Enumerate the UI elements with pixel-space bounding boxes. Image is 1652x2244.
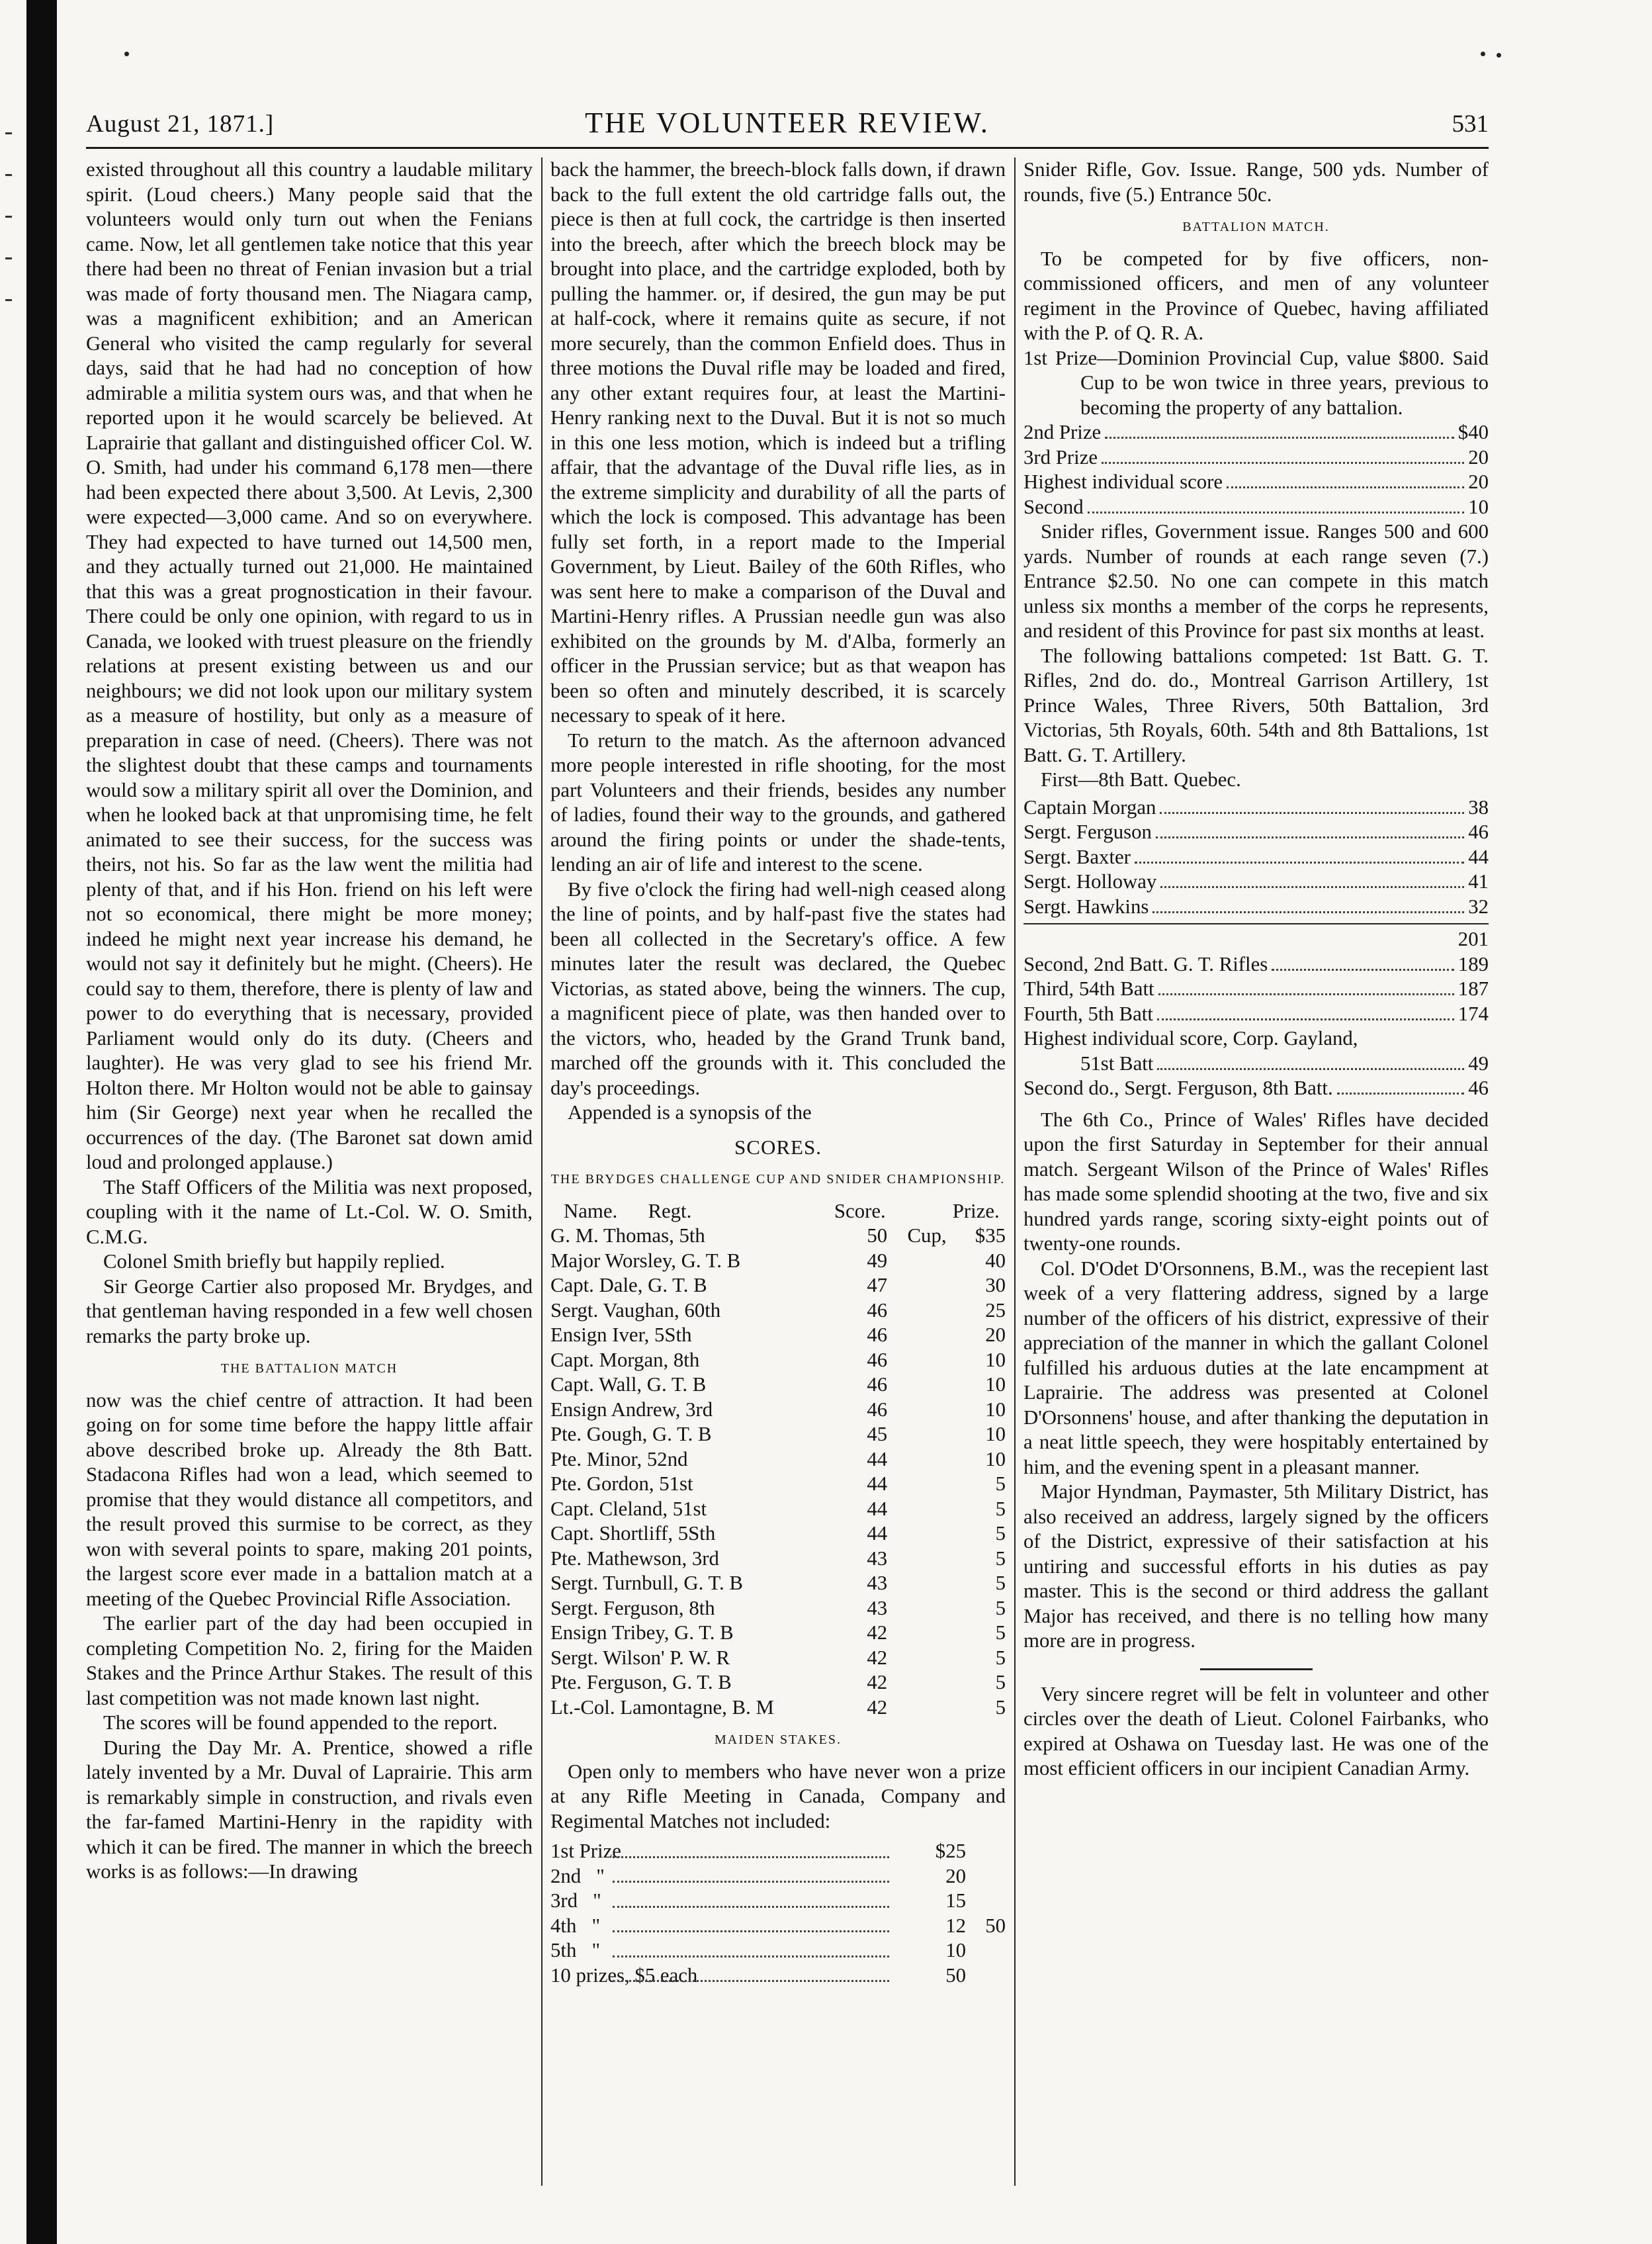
prize-value: 15 (945, 1889, 966, 1912)
list-item (1023, 470, 1489, 495)
prize-total (966, 1889, 1006, 1914)
item-value: 46 (1468, 821, 1489, 843)
score-cell-name: Sergt. Turnbull, G. T. B (550, 1572, 743, 1594)
score-cell-name: Pte. Ferguson, G. T. B (550, 1671, 732, 1693)
list-item (1023, 820, 1489, 845)
score-cell-prize (887, 1571, 946, 1596)
publication-title: THE VOLUNTEER REVIEW. (585, 107, 990, 139)
list-item (1023, 895, 1489, 920)
score-cell-name: Ensign Tribey, G. T. B (550, 1621, 734, 1644)
score-cell-prize (887, 1521, 946, 1547)
dot-leader (613, 1839, 889, 1858)
column-middle (550, 157, 1006, 2189)
page-binding-edge (26, 0, 57, 2244)
table-row (550, 1298, 1006, 1324)
list-item (1023, 952, 1489, 977)
score-cell-name: Ensign Iver, 5Sth (550, 1324, 692, 1346)
paragraph: The 6th Co., Prince of Wales' Rifles have decided upon the first Saturday in September for their annual match. Sergeant Wilson of the Prince of Wales' Rifles has made some splendid shooting at the two, five and six hundred yards range, scoring sixty-eight points out of twenty-one rounds. (1023, 1108, 1489, 1255)
prize-value: $25 (935, 1840, 966, 1862)
prize-value: 12 (945, 1914, 966, 1937)
item-label: Fourth, 5th Batt (1023, 1002, 1153, 1025)
score-cell-prize (887, 1348, 946, 1373)
score-cell-name: Capt. Shortliff, 5Sth (550, 1522, 716, 1545)
paragraph: existed throughout all this country a laudable military spirit. (Loud cheers.) Many people said that the volunteers would only turn out when the Fenians came. Now, let all gentlemen take notice that this year there had been no threat of Fenian invasion but a trial was made of forty thousand men. The Niagara camp, was a magnificent exhibition; and an American General who visited the camp regularly for several days, said that he had had no conception of how admirable a militia system ours was, and that when he reported upon it he would scarcely be believed. At Laprairie that gallant and distinguished officer Col. W. O. Smith, had under his command 6,178 men—there had been expected there about 3,500. At Levis, 2,300 were expected—3,000 came. And so on everywhere. They had expected to have turned out 14,500 men, and they actually turned out 21,000. He maintained that this was a great prognostication in their favour. There could be only one opinion, with regard to us in Canada, we looked with truest pleasure on the friendly relations at present existing between us and our neighbours; we did not look upon our military system as a measure of hostility, but only as a measure of preparation in case of need. (Cheers). There was not the slightest doubt that these camps and tournaments would sow a military spirit all over the Dominion, and when he looked back at that unpromising time, he felt animated to see their success, for the success was theirs, not his. So far as the law went the militia had plenty of that, and if his Hon. friend on his left were not so economical, there might be more money; indeed he might next year increase his demand, he would not say it definitely but he might. (Cheers). He could say to them, therefore, there is plenty of law and power to do everything that is necessary, provided Parliament would only do its duty. (Cheers and laughter). He was very glad to see his friend Mr. Holton there. Mr Holton would not be able to gainsay him (Sir George) next year when he recalled the occurrences of the day. (The Baronet sat down amid loud and prolonged applause.) (86, 158, 533, 1173)
issue-date: August 21, 1871.] (86, 111, 275, 138)
score-cell-money: 5 (995, 1671, 1006, 1693)
scores-table (550, 1199, 1006, 1721)
prize-total: 50 (985, 1914, 1006, 1937)
score-cell-score: 46 (867, 1298, 888, 1322)
list-item (1023, 445, 1489, 471)
header-rule (86, 147, 1489, 149)
paragraph: The Staff Officers of the Militia was next proposed, coupling with it the name of Lt.-Col. W. O. Smith, C.M.G. (86, 1175, 533, 1248)
score-cell-money: 5 (995, 1621, 1006, 1644)
table-row (550, 1497, 1006, 1522)
score-cell-name: Capt. Cleland, 51st (550, 1497, 707, 1520)
header-cell: Score. (834, 1199, 886, 1222)
dot-leader (1135, 862, 1464, 864)
prize-label: 2nd " (550, 1864, 605, 1887)
score-cell-name: Pte. Minor, 52nd (550, 1447, 688, 1470)
scores-heading: SCORES. (734, 1135, 822, 1159)
item-value: 20 (1468, 445, 1489, 469)
dot-leader (1105, 437, 1454, 439)
score-cell-prize (887, 1646, 946, 1671)
paragraph: During the Day Mr. A. Prentice, showed a rifle lately invented by a Mr. Duval of Laprairie. This arm is remarkably simple in construction, and rivals even the far-famed Martini-Henry in the rapidity with which it can be fired. The manner in which the breech works is as follows:—In drawing (86, 1736, 533, 1883)
paragraph: To be competed for by five officers, non-commissioned officers, and men of any volunteer regiment in the Province of Quebec, having affiliated with the P. of Q. R. A. (1023, 247, 1489, 344)
dot-leader (1160, 886, 1464, 888)
score-cell-score: 43 (867, 1572, 888, 1594)
score-cell-money: 10 (985, 1447, 1006, 1470)
score-cell-prize (887, 1596, 946, 1621)
item-label: Captain Morgan (1023, 795, 1156, 819)
paragraph: back the hammer, the breech-block falls down, if drawn back to the full extent the old cartridge falls out, the piece is then at full cock, the cartridge is then inserted into the breech, after which the breech block may be brought into place, and the cartridge exploded, both by pulling the hammer. or, if desired, the gun may be put at half-cock, where it remains quite as secure, if not more securely, than the common Enfield does. Thus in three motions the Duval rifle may be loaded and fired, any other extant requires four, at least the Martini-Henry ranking next to the Duval. But it is not so much in this one less motion, which is indeed but a trifling affair, that the advantage of the Duval rifle lies, as in the extreme simplicity and durability of all the parts of which the lock is composed. This advantage has been fully set forth, in a report made to the Imperial Government, by Lieut. Bailey of the 60th Rifles, who was sent here to make a comparison of the Duval and Martini-Henry rifles. A Prussian needle gun was also exhibited on the grounds by M. d'Alba, formerly an officer in the Prussian service; but as that weapon has been so often and minutely described, it is scarcely necessary to speak of it here. (550, 158, 1006, 727)
table-row (550, 1372, 1006, 1398)
item-label: Sergt. Baxter (1023, 845, 1131, 868)
table-row (550, 1646, 1006, 1671)
score-cell-prize (887, 1670, 946, 1695)
prize-label: 3rd " (550, 1889, 601, 1912)
paragraph: Sir George Cartier also proposed Mr. Brydges, and that gentleman having responded in a few well chosen remarks the party broke up. (86, 1275, 533, 1347)
table-row (550, 1571, 1006, 1596)
dot-leader (613, 1938, 889, 1957)
score-cell-name: Sergt. Wilson' P. W. R (550, 1646, 730, 1669)
list-item (1023, 795, 1489, 821)
header-cell (887, 1199, 946, 1224)
winning-team-list (1023, 795, 1489, 920)
item-value: 187 (1457, 977, 1489, 1000)
table-row (550, 1695, 1006, 1721)
item-value: 44 (1468, 845, 1489, 868)
paragraph: The scores will be found appended to the report. (103, 1711, 498, 1734)
prize-label: 4th " (550, 1914, 601, 1937)
column-divider (541, 157, 543, 2186)
prize-label: 1st Prize (550, 1840, 621, 1862)
score-cell-score: 44 (867, 1497, 888, 1520)
item-value: 189 (1457, 952, 1489, 975)
score-cell-money: 10 (985, 1373, 1006, 1396)
print-speck (1481, 52, 1485, 56)
item-label: Sergt. Hawkins (1023, 895, 1149, 918)
paragraph: Colonel Smith briefly but happily replied. (103, 1250, 445, 1273)
score-cell-name: Major Worsley, G. T. B (550, 1249, 741, 1272)
table-row (550, 1224, 1006, 1249)
score-cell-score: 43 (867, 1596, 888, 1619)
paragraph: Snider rifles, Government issue. Ranges 500 and 600 yards. Number of rounds at each range seven (7.) Entrance $2.50. No one can compete in this match unless six months a member of the corps he represents, and resident of this Province for past six months at least. (1023, 520, 1489, 642)
item-label: Second, 2nd Batt. G. T. Rifles (1023, 952, 1268, 975)
score-cell-prize (887, 1273, 946, 1298)
prize-total (966, 1938, 1006, 1963)
score-cell-name: Ensign Andrew, 3rd (550, 1398, 713, 1421)
score-cell-money: 30 (985, 1274, 1006, 1296)
margin-marks (5, 132, 21, 341)
table-row (550, 1521, 1006, 1547)
score-cell-name: Sergt. Ferguson, 8th (550, 1596, 715, 1619)
print-speck (124, 52, 129, 56)
table-row (550, 1348, 1006, 1373)
prize-total (966, 1963, 1006, 1989)
dot-leader (1158, 993, 1454, 995)
table-header-row (550, 1199, 1006, 1224)
prize-value: 10 (945, 1939, 966, 1961)
paragraph: Appended is a synopsis of the (568, 1101, 812, 1124)
highest-score-row: 51st Batt 49 (1080, 1052, 1489, 1075)
score-cell-money: 10 (985, 1348, 1006, 1371)
battalion-prize-list (1023, 420, 1489, 519)
prize-label: 10 prizes, $5 each (550, 1963, 698, 1987)
dot-leader (613, 1864, 889, 1883)
score-cell-score: 44 (867, 1447, 888, 1470)
print-speck (1497, 53, 1501, 58)
score-cell-prize (887, 1695, 946, 1721)
placings-list (1023, 952, 1489, 1027)
item-label: Highest individual score (1023, 471, 1223, 493)
section-heading: THE BATTALION MATCH (220, 1361, 398, 1376)
list-item (1023, 420, 1489, 445)
table-row (550, 1447, 1006, 1472)
page-header (86, 106, 1489, 143)
section-heading: BATTALION MATCH. (1182, 220, 1330, 234)
score-cell-name: Lt.-Col. Lamontagne, B. M (550, 1695, 774, 1719)
paragraph: now was the chief centre of attraction. It had been going on for some time before the happy little affair above described broke up. Already the 8th Batt. Stadacona Rifles had won a lead, which seemed to promise that they would distance all competitors, and the result proved this surmise to be correct, as they won with several points to spare, making 201 points, the largest score ever made in a battalion match at a meeting of the Quebec Provincial Rifle Association. (86, 1388, 533, 1610)
score-cell-score: 42 (867, 1671, 888, 1693)
table-row (550, 1273, 1006, 1298)
section-separator (1200, 1668, 1313, 1670)
table-row (550, 1547, 1006, 1572)
dot-leader (1152, 911, 1464, 913)
score-cell-prize (887, 1422, 946, 1447)
score-cell-score: 44 (867, 1472, 888, 1495)
score-cell-score: 42 (867, 1695, 888, 1719)
item-value: 174 (1457, 1002, 1489, 1025)
score-cell-prize (887, 1249, 946, 1274)
score-cell-score: 45 (867, 1423, 888, 1445)
item-value: 41 (1468, 870, 1489, 893)
score-cell-money: 5 (995, 1497, 1006, 1520)
table-row (550, 1596, 1006, 1621)
table-row (550, 1472, 1006, 1497)
page-number: 531 (1452, 111, 1489, 138)
score-cell-prize (887, 1323, 946, 1348)
paragraph: Very sincere regret will be felt in volunteer and other circles over the death of Lieut. Colonel Fairbanks, who expired at Oshawa on Tuesday last. He was one of the most efficient officers in our incipient Canadian Army. (1023, 1682, 1489, 1779)
score-cell-score: 46 (867, 1398, 888, 1421)
item-value: $40 (1457, 421, 1489, 443)
dot-leader (1102, 462, 1464, 464)
scores-body (550, 1224, 1006, 1720)
header-cell: Prize. (952, 1199, 1000, 1222)
score-cell-prize (887, 1472, 946, 1497)
score-cell-money: 5 (995, 1472, 1006, 1495)
item-value: 38 (1468, 795, 1489, 819)
score-cell-money: 20 (985, 1324, 1006, 1346)
prize-total (966, 1864, 1006, 1889)
score-cell-score: 46 (867, 1324, 888, 1346)
score-cell-name: Pte. Mathewson, 3rd (550, 1547, 719, 1570)
score-cell-name: Capt. Dale, G. T. B (550, 1274, 707, 1296)
dot-leader (1156, 836, 1464, 838)
item-label: 2nd Prize (1023, 421, 1102, 443)
score-cell-money: 5 (995, 1596, 1006, 1619)
dot-leader (1272, 969, 1454, 971)
header-cell: Name. Regt. (564, 1199, 692, 1222)
score-cell-score: 49 (867, 1249, 888, 1272)
dot-leader (613, 1889, 889, 1908)
score-cell-prize: Cup, (907, 1224, 947, 1247)
score-cell-score: 46 (867, 1373, 888, 1396)
paragraph: The earlier part of the day had been occupied in completing Competition No. 2, firing for the Maiden Stakes and the Prince Arthur Stakes. The result of this last competition was not made known last night. (86, 1612, 533, 1709)
maiden-stakes-heading: MAIDEN STAKES. (715, 1732, 842, 1747)
prize-value: 20 (945, 1864, 966, 1887)
list-item (1023, 845, 1489, 870)
table-row (550, 1398, 1006, 1423)
score-cell-prize (887, 1497, 946, 1522)
dot-leader (1160, 812, 1464, 814)
score-cell-score: 43 (867, 1547, 888, 1570)
item-label: Second (1023, 495, 1084, 518)
paragraph: The following battalions competed: 1st Batt. G. T. Rifles, 2nd do. do., Montreal Garrison Artillery, 1st Prince Wales, Three Rivers, 50th Battalion, 3rd Victorias, 5th Royals, 60th. 54th and 8th Battalions, 1st Batt. G. T. Artillery. (1023, 644, 1489, 766)
list-item (1023, 977, 1489, 1002)
list-item (1023, 1002, 1489, 1027)
table-row (550, 1621, 1006, 1646)
maiden-prize-list (550, 1839, 1006, 1988)
score-cell-money: 10 (985, 1398, 1006, 1421)
table-row (550, 1670, 1006, 1695)
score-cell-prize (887, 1621, 946, 1646)
paragraph: Open only to members who have never won a prize at any Rifle Meeting in Canada, Company and Regimental Matches not included: (550, 1760, 1006, 1832)
item-value: 20 (1468, 471, 1489, 493)
dot-leader (1088, 512, 1465, 514)
score-cell-score: 47 (867, 1274, 888, 1296)
prize-total (966, 1839, 1006, 1864)
table-row (550, 1323, 1006, 1348)
score-cell-name: Sergt. Vaughan, 60th (550, 1298, 721, 1322)
column-left (86, 157, 533, 2189)
paragraph: Col. D'Odet D'Orsonnens, B.M., was the recepient last week of a very flattering address, signed by a large number of the officers of his district, expressive of their appreciation of the manner in which the gallant Colonel fulfilled his arduous duties at the late encampment at Laprairie. The address was presented at Colonel D'Orsonnens' house, and after thanking the deputation in a neat little speech, they were hospitably entertained by him, and the evening spent in a pleasant manner. (1023, 1257, 1489, 1478)
score-cell-name: Capt. Morgan, 8th (550, 1348, 700, 1371)
item-label: Sergt. Holloway (1023, 870, 1157, 893)
column-right (1023, 157, 1489, 2189)
first-place-line: First—8th Batt. Quebec. (1041, 768, 1241, 791)
score-cell-money: 5 (995, 1522, 1006, 1545)
score-cell-prize (887, 1372, 946, 1398)
score-cell-prize (887, 1447, 946, 1472)
table-row (550, 1249, 1006, 1274)
dot-leader (1157, 1018, 1454, 1020)
score-cell-score: 44 (867, 1522, 888, 1545)
list-item (1023, 495, 1489, 520)
item-value: 10 (1468, 495, 1489, 518)
item-label: Sergt. Ferguson (1023, 821, 1152, 843)
prize-value: 50 (945, 1963, 966, 1987)
score-cell-name: Pte. Gough, G. T. B (550, 1423, 712, 1445)
score-cell-money: 5 (995, 1695, 1006, 1719)
table-row (550, 1422, 1006, 1447)
score-cell-prize (887, 1398, 946, 1423)
dot-leader (613, 1914, 889, 1933)
score-cell-name: Pte. Gordon, 51st (550, 1472, 693, 1495)
score-cell-money: 5 (995, 1572, 1006, 1594)
prize-label: 5th " (550, 1939, 601, 1961)
score-cell-score: 46 (867, 1348, 888, 1371)
list-item (1023, 870, 1489, 895)
second-score-row: Second do., Sergt. Ferguson, 8th Batt. 46 (1023, 1077, 1489, 1099)
score-cell-money: 5 (995, 1547, 1006, 1570)
first-prize-text: 1st Prize—Dominion Provincial Cup, value $800. Said Cup to be won twice in three years, previous to becoming the property of any battalion. (1023, 346, 1489, 419)
paragraph: By five o'clock the firing had well-nigh ceased along the line of points, and by half-past five the states had been all collected in the Secretary's office. A few minutes later the result was declared, the Quebec Victorias, as stated above, being the winners. The cup, a magnificent piece of plate, was then handed over to the victors, who, headed by the Grand Trunk band, marched off the grounds with it. This concluded the day's proceedings. (550, 877, 1006, 1099)
paragraph: Snider Rifle, Gov. Issue. Range, 500 yds. Number of rounds, five (5.) Entrance 50c. (1023, 158, 1489, 206)
brydges-cup-heading: THE BRYDGES CHALLENGE CUP AND SNIDER CHAMPIONSHIP. (550, 1172, 1006, 1187)
score-cell-money: 5 (995, 1646, 1006, 1669)
dot-leader (613, 1963, 889, 1983)
score-cell-score: 42 (867, 1621, 888, 1644)
item-label: 3rd Prize (1023, 445, 1098, 469)
paragraph: To return to the match. As the afternoon advanced more people interested in rifle shooting, for the most part Volunteers and their friends, besides any number of ladies, found their way to the grounds, and gathered around the firing points or under the shade-tents, lending an air of life and interest to the scene. (550, 729, 1006, 875)
score-cell-money: 40 (985, 1249, 1006, 1272)
score-cell-score: 42 (867, 1646, 888, 1669)
score-cell-prize (887, 1298, 946, 1324)
dot-leader (1227, 486, 1464, 488)
highest-score-label: Highest individual score, Corp. Gayland, (1023, 1027, 1358, 1050)
score-cell-money: 10 (985, 1423, 1006, 1445)
score-cell-name: Capt. Wall, G. T. B (550, 1373, 707, 1396)
score-cell-prize (887, 1547, 946, 1572)
score-cell-money: 25 (985, 1298, 1006, 1322)
column-divider (1014, 157, 1016, 2186)
item-value: 32 (1468, 895, 1489, 918)
score-cell-score: 50 (867, 1224, 888, 1247)
team-total: 201 (1023, 923, 1489, 952)
paragraph: Major Hyndman, Paymaster, 5th Military District, has also received an address, largely signed by the officers of the District, expressive of their satisfaction at his untiring and successful efforts in his duties as pay master. This is the second or third address the gallant Major has received, and there is no telling how many more are in progress. (1023, 1480, 1489, 1652)
score-cell-money: $35 (975, 1224, 1006, 1247)
score-cell-name: G. M. Thomas, 5th (550, 1224, 705, 1247)
item-label: Third, 54th Batt (1023, 977, 1154, 1000)
